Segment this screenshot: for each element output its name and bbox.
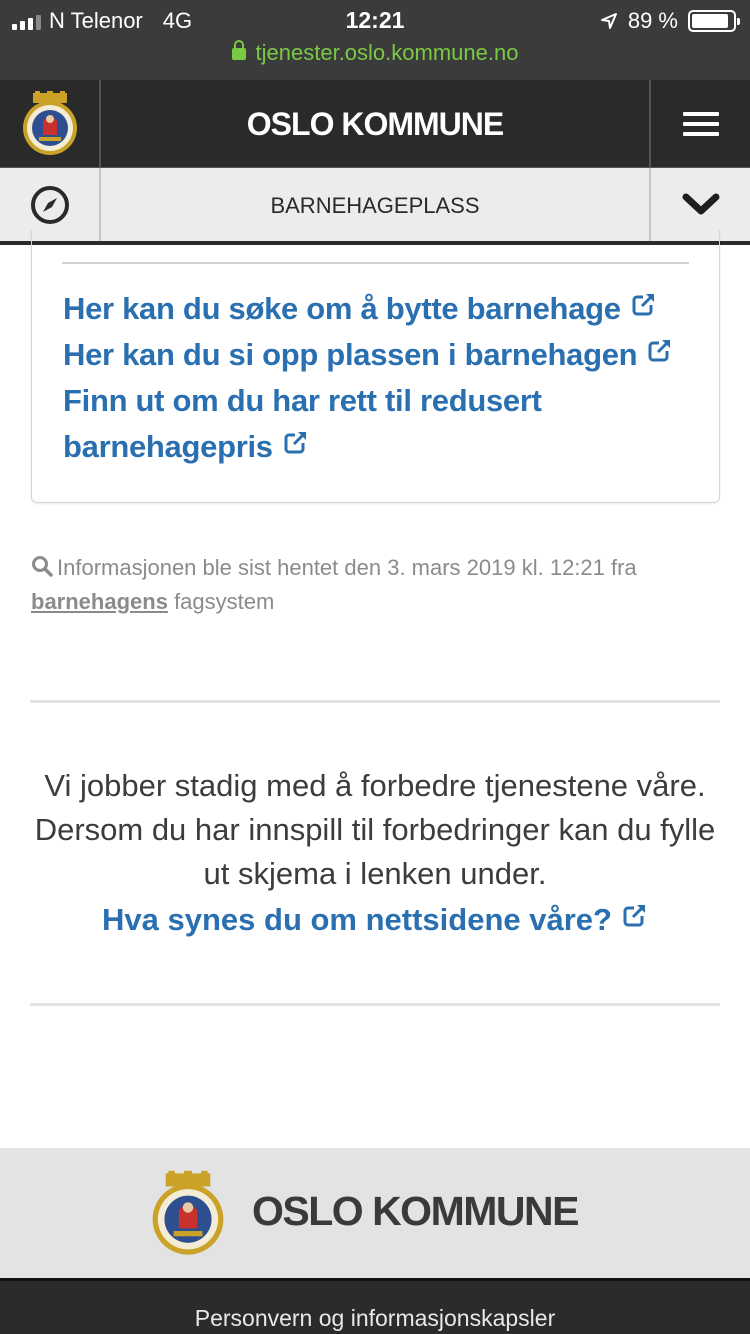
footer-title: OSLO KOMMUNE (252, 1188, 578, 1234)
external-link-icon (631, 291, 657, 317)
location-arrow-icon (600, 12, 618, 30)
links-card (31, 230, 720, 503)
carrier-name: N Telenor (49, 8, 143, 33)
clock: 12:21 (345, 7, 405, 33)
battery-icon (688, 10, 736, 32)
header-logo-link[interactable] (0, 80, 101, 168)
feedback-section (30, 764, 720, 942)
chevron-down-icon (682, 193, 720, 217)
site-header (0, 80, 750, 168)
section-title[interactable]: BARNEHAGEPLASS (270, 193, 480, 218)
divider (30, 700, 720, 703)
compass-icon (30, 185, 70, 225)
info-text: Informasjonen ble sist hentet den 3. mars 2019 kl. 12:21 fra (57, 555, 637, 580)
feedback-text: Vi jobber stadig med å forbedre tjenestene våre. Dersom du har innspill til forbedringer kan du fylle ut skjema i lenken under. (34, 768, 716, 891)
info-text-after: fagsystem (174, 589, 275, 614)
site-footer (0, 1148, 750, 1278)
address-bar[interactable] (0, 40, 750, 66)
link-redusert-pris[interactable]: Finn ut om du har rett til redusert barnehagepris (63, 383, 542, 464)
oslo-coat-of-arms-icon (150, 1170, 226, 1258)
lock-icon (232, 48, 246, 60)
status-right (600, 8, 736, 34)
link-si-opp-plassen[interactable]: Her kan du si opp plassen i barnehagen (63, 332, 703, 378)
external-link-icon (622, 902, 648, 928)
menu-button[interactable] (649, 80, 750, 168)
card-divider (62, 262, 689, 264)
barnehagens-link[interactable]: barnehagens (31, 589, 168, 614)
oslo-coat-of-arms-icon (21, 91, 79, 157)
battery-percent: 89 % (627, 8, 678, 33)
external-link-icon (283, 429, 309, 455)
feedback-link[interactable]: Hva synes du om nettsidene våre? (102, 898, 648, 942)
status-bar (0, 0, 750, 80)
search-icon (31, 555, 53, 577)
link-bytte-barnehage[interactable]: Her kan du søke om å bytte barnehage (63, 286, 703, 332)
network-type: 4G (162, 8, 193, 33)
data-source-info (31, 551, 721, 619)
url-text: tjenester.oslo.kommune.no (255, 40, 519, 65)
privacy-link[interactable]: Personvern og informasjonskapsler (194, 1305, 556, 1331)
external-link-icon (647, 337, 673, 363)
site-title[interactable]: OSLO KOMMUNE (246, 106, 504, 142)
footer-bottom-bar (0, 1278, 750, 1334)
card-links (63, 286, 703, 470)
hamburger-icon (683, 112, 719, 136)
divider (30, 1003, 720, 1006)
